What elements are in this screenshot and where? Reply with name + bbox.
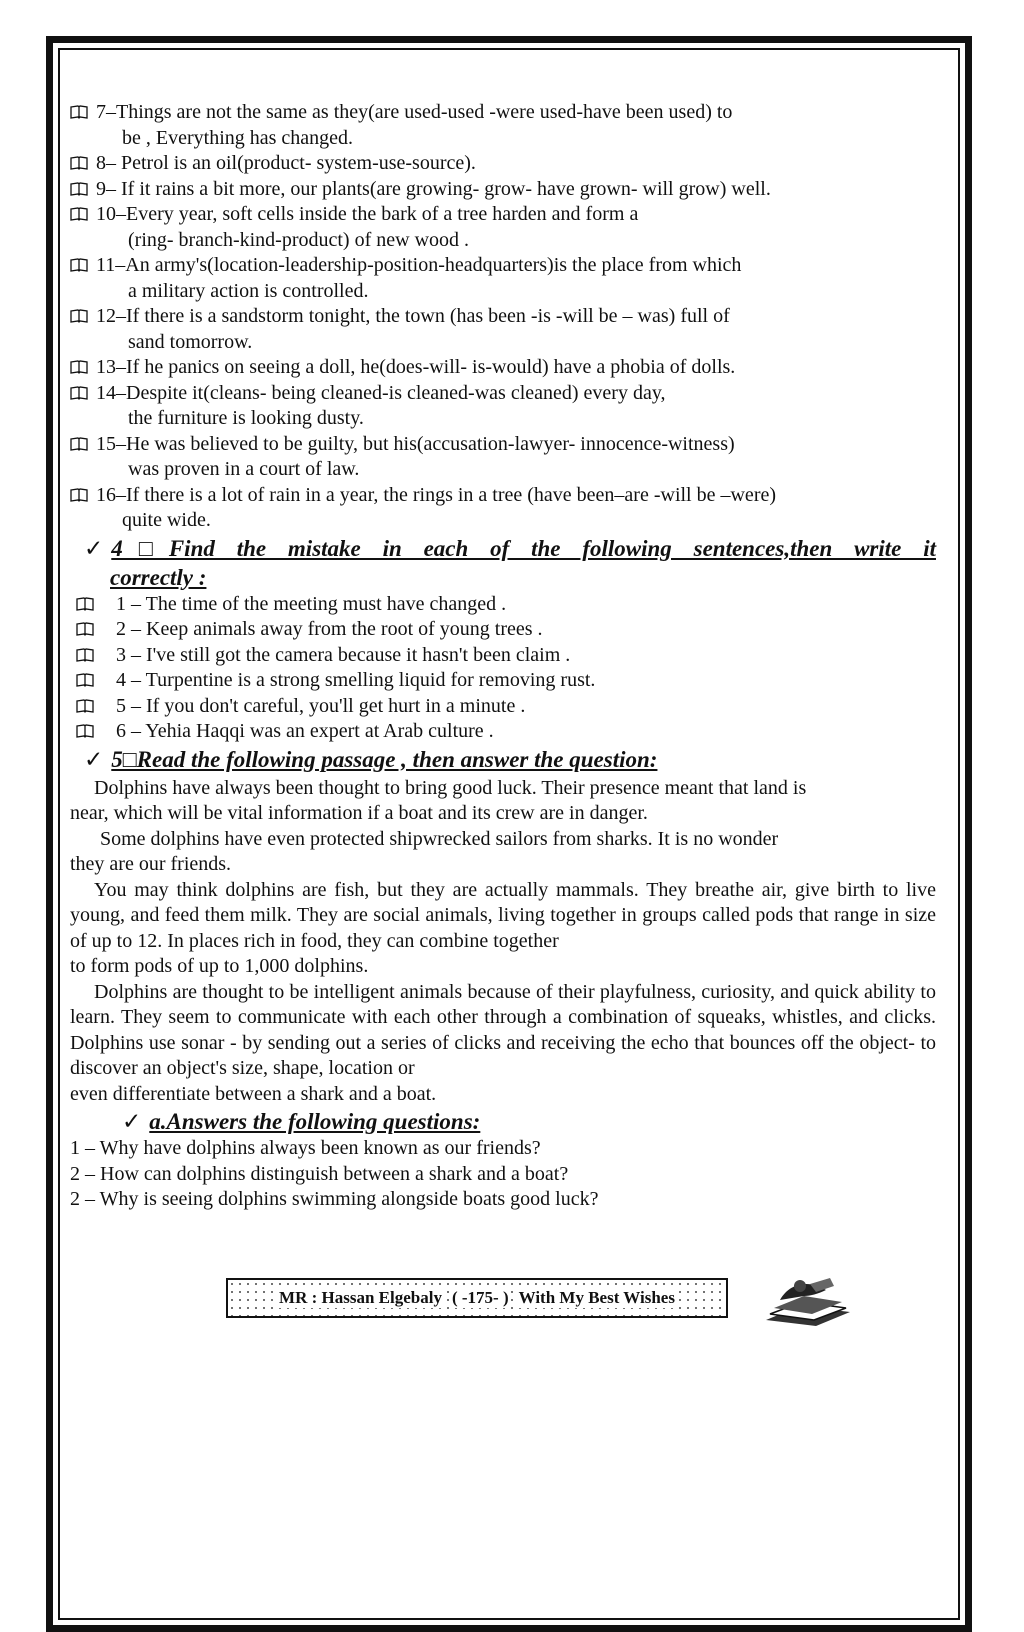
check-icon: ✓ bbox=[84, 746, 104, 772]
list-item bbox=[70, 668, 936, 694]
list-item: 1 – Why have dolphins always been known as our friends? bbox=[70, 1137, 541, 1159]
list-item: 2 – How can dolphins distinguish between a shark and a boat? bbox=[70, 1162, 569, 1185]
reading-passage bbox=[70, 776, 936, 1108]
footer-wishes: With My Best Wishes bbox=[518, 1288, 675, 1307]
question-text: 16–If there is a lot of rain in a year, the rings in a tree (have been–are -will be –were) bbox=[96, 483, 777, 506]
book-icon bbox=[70, 437, 88, 451]
question-text: 10–Every year, soft cells inside the bark of a tree harden and form a bbox=[96, 203, 639, 225]
paragraph-body: You may think dolphins are fish, but they are actually mammals. They breathe air, give birth to live young, and feed them milk. They are social animals, living together in groups called pods that range in size of up to 12. In places rich in food, they can combine together bbox=[70, 878, 936, 952]
book-icon bbox=[70, 258, 88, 272]
paragraph-last-line: to form pods of up to 1,000 dolphins. bbox=[70, 955, 369, 977]
passage-paragraph bbox=[70, 776, 936, 827]
book-icon bbox=[70, 182, 88, 196]
question-text: 12–If there is a sandstorm tonight, the town (has been -is -will be – was) full of bbox=[96, 305, 730, 327]
paragraph-body: Some dolphins have even protected shipwrecked sailors from sharks. It is no wonder bbox=[100, 827, 779, 850]
section-4-heading bbox=[70, 534, 936, 592]
section-title: 4□Find the mistake in each of the following sentences,then write it bbox=[111, 535, 936, 561]
author-name: MR : Hassan Elgebaly bbox=[279, 1288, 442, 1307]
question-text-cont: a military action is controlled. bbox=[128, 279, 369, 302]
list-item bbox=[70, 432, 936, 483]
paragraph-last-line: even differentiate between a shark and a boat. bbox=[70, 1082, 437, 1105]
list-item bbox=[70, 177, 936, 203]
question-text-cont: sand tomorrow. bbox=[128, 330, 253, 353]
question-text-cont: be , Everything has changed. bbox=[122, 126, 354, 149]
book-icon bbox=[76, 622, 94, 636]
choose-questions-list bbox=[70, 100, 936, 534]
passage-questions-list bbox=[70, 1136, 936, 1213]
list-item bbox=[70, 617, 936, 643]
list-item bbox=[70, 483, 936, 534]
check-icon: ✓ bbox=[122, 1109, 142, 1134]
list-item bbox=[70, 304, 936, 355]
questions-title: a.Answers the following questions: bbox=[149, 1109, 481, 1134]
questions-heading bbox=[70, 1107, 936, 1136]
question-text: 2 – Keep animals away from the root of young trees . bbox=[116, 618, 543, 640]
list-item bbox=[70, 100, 936, 151]
question-text-cont: quite wide. bbox=[122, 509, 211, 531]
book-icon bbox=[76, 673, 94, 687]
question-text: 4 – Turpentine is a strong smelling liquid for removing rust. bbox=[116, 669, 596, 691]
book-icon bbox=[70, 156, 88, 170]
list-item bbox=[70, 253, 936, 304]
list-item bbox=[70, 719, 936, 745]
books-logo-icon bbox=[760, 1272, 856, 1326]
question-text-cont: (ring- branch-kind-product) of new wood . bbox=[128, 228, 470, 251]
book-icon bbox=[76, 597, 94, 611]
section-title-cont: correctly : bbox=[110, 564, 207, 590]
paragraph-last-line: they are our friends. bbox=[70, 853, 232, 875]
check-icon: ✓ bbox=[84, 535, 104, 561]
list-item bbox=[70, 694, 936, 720]
book-icon bbox=[70, 360, 88, 374]
mistake-questions-list bbox=[70, 592, 936, 745]
list-item: 2 – Why is seeing dolphins swimming alongside boats good luck? bbox=[70, 1188, 599, 1210]
list-item bbox=[70, 381, 936, 432]
question-text: 6 – Yehia Haqqi was an expert at Arab culture . bbox=[116, 720, 494, 742]
page-footer bbox=[226, 1278, 728, 1318]
book-icon bbox=[70, 386, 88, 400]
book-icon bbox=[76, 648, 94, 662]
worksheet-content bbox=[70, 100, 936, 1213]
passage-paragraph bbox=[70, 878, 936, 980]
list-item bbox=[70, 151, 936, 177]
book-icon bbox=[70, 207, 88, 221]
list-item bbox=[70, 592, 936, 618]
section-5-heading bbox=[70, 745, 936, 774]
question-text: 11–An army's(location-leadership-position-headquarters)is the place from which bbox=[96, 254, 742, 276]
book-icon bbox=[76, 724, 94, 738]
question-text: 15–He was believed to be guilty, but his(accusation-lawyer- innocence-witness) bbox=[96, 432, 735, 455]
list-item bbox=[70, 355, 936, 381]
paragraph-body: Dolphins are thought to be intelligent animals because of their playfulness, curiosity, and quick ability to learn. They seem to communicate with each other through a combination of squeaks, whistles, and clicks. Dolphins use sonar - by sending out a series of clicks and receiving the echo that bounces off the object- to discover an object's size, shape, location or bbox=[70, 980, 936, 1079]
question-text: 8– Petrol is an oil(product- system-use-source). bbox=[96, 152, 476, 174]
question-text: 1 – The time of the meeting must have changed . bbox=[116, 592, 507, 615]
question-text: 3 – I've still got the camera because it hasn't been claim . bbox=[116, 643, 571, 666]
passage-paragraph bbox=[70, 980, 936, 1108]
list-item bbox=[70, 643, 936, 669]
book-icon bbox=[70, 488, 88, 502]
question-text: 13–If he panics on seeing a doll, he(does-will- is-would) have a phobia of dolls. bbox=[96, 356, 736, 378]
book-icon bbox=[76, 699, 94, 713]
section-title: 5□Read the following passage , then answer the question: bbox=[111, 746, 658, 772]
question-text: 5 – If you don't careful, you'll get hurt in a minute . bbox=[116, 694, 526, 717]
paragraph-body: Dolphins have always been thought to bring good luck. Their presence meant that land is bbox=[94, 776, 807, 799]
book-icon bbox=[70, 105, 88, 119]
book-icon bbox=[70, 309, 88, 323]
question-text: 14–Despite it(cleans- being cleaned-is cleaned-was cleaned) every day, bbox=[96, 381, 666, 404]
page-number: ( -175- ) bbox=[451, 1288, 509, 1307]
question-text-cont: was proven in a court of law. bbox=[128, 458, 360, 480]
list-item bbox=[70, 202, 936, 253]
question-text: 7–Things are not the same as they(are used-used -were used-have been used) to bbox=[96, 101, 733, 123]
question-text-cont: the furniture is looking dusty. bbox=[128, 407, 364, 429]
question-text: 9– If it rains a bit more, our plants(are growing- grow- have grown- will grow) well. bbox=[96, 177, 771, 200]
paragraph-last-line: near, which will be vital information if a boat and its crew are in danger. bbox=[70, 802, 648, 824]
passage-paragraph bbox=[70, 827, 936, 878]
